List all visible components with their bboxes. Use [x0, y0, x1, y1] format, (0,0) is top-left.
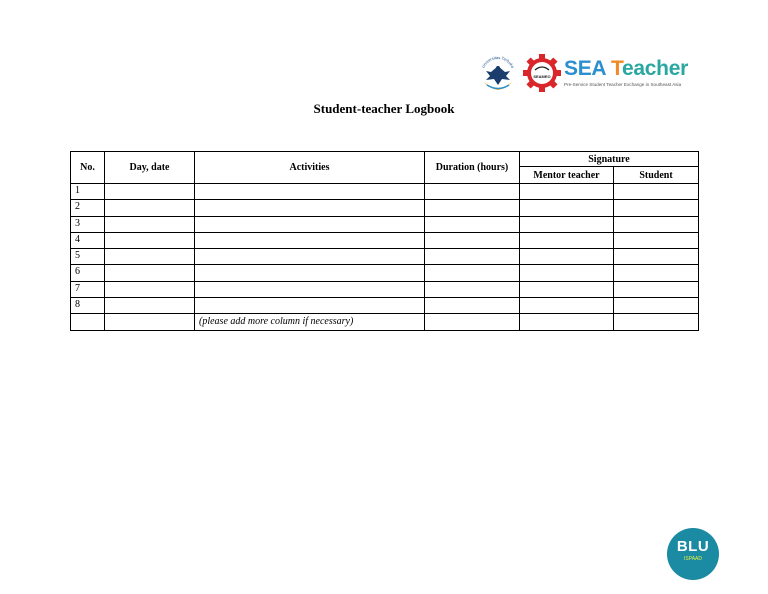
seateacher-brand — [564, 55, 694, 95]
row-number: 7 — [71, 281, 105, 297]
document-title: Student-teacher Logbook — [313, 101, 455, 116]
row-number: 1 — [71, 184, 105, 200]
add-column-note: (please add more column if necessary) — [195, 314, 425, 330]
table-row — [71, 281, 699, 297]
logbook-table — [70, 151, 699, 331]
header-student: Student — [614, 167, 699, 184]
header-mentor-teacher: Mentor teacher — [520, 167, 614, 184]
table-row — [71, 200, 699, 216]
row-number: 5 — [71, 249, 105, 265]
blu-badge-logo: BLU ISPAAD — [667, 528, 719, 580]
university-seal-logo — [478, 52, 518, 94]
header-day-date: Day, date — [105, 152, 195, 184]
table-row — [71, 184, 699, 200]
table-row — [71, 249, 699, 265]
table-row — [71, 232, 699, 248]
svg-text:SEAMEO: SEAMEO — [533, 74, 551, 79]
row-number: 4 — [71, 232, 105, 248]
header-logos — [478, 52, 693, 96]
seameo-gear-logo — [522, 53, 562, 93]
header-activities: Activities — [195, 152, 425, 184]
header-duration: Duration (hours) — [425, 152, 520, 184]
header-no: No. — [71, 152, 105, 184]
table-row — [71, 216, 699, 232]
brand-wordmark: SEA Teacher — [564, 57, 688, 80]
svg-text:Universitas Terbuka: Universitas Terbuka — [480, 54, 516, 69]
table-row — [71, 298, 699, 314]
row-number: 8 — [71, 298, 105, 314]
row-number: 6 — [71, 265, 105, 281]
row-number: 2 — [71, 200, 105, 216]
table-row — [71, 265, 699, 281]
table-row — [71, 314, 699, 330]
row-number: 3 — [71, 216, 105, 232]
brand-tagline: Pre-Service Student Teacher Exchange in Southeast Asia — [564, 82, 682, 87]
header-signature: Signature — [520, 152, 699, 167]
